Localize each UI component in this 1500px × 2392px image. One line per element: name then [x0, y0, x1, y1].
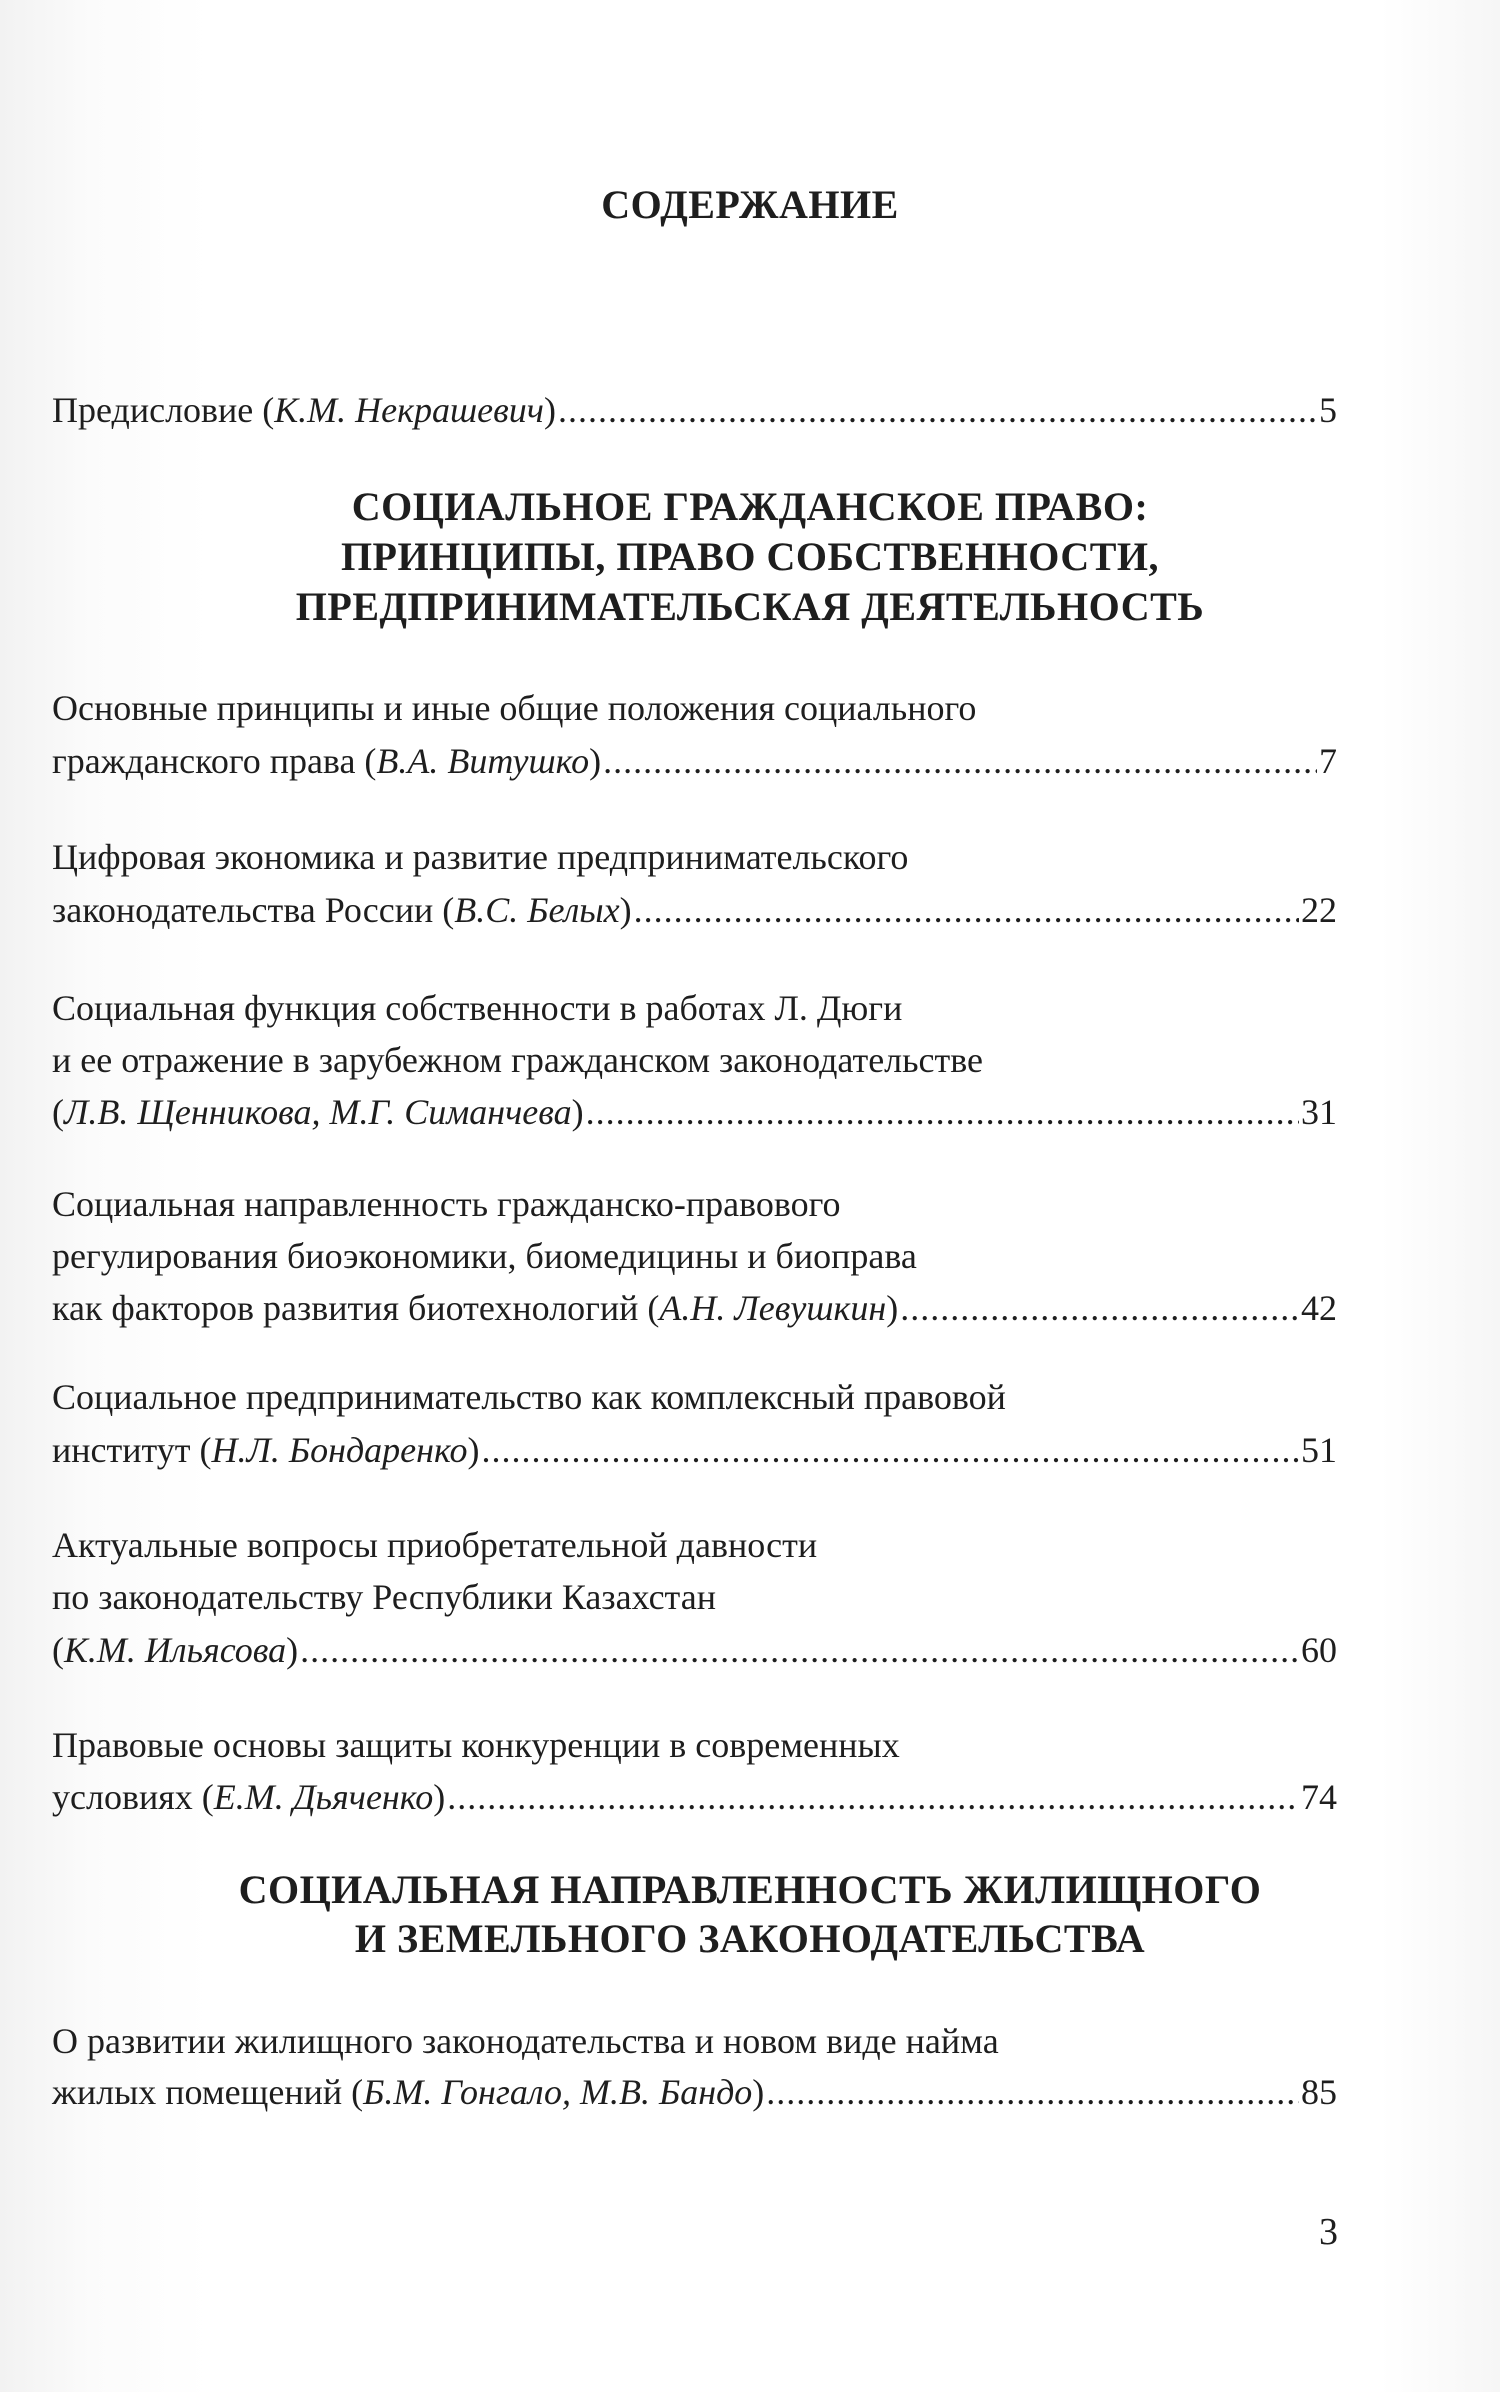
entry-author: А.Н. Левушкин: [659, 1288, 887, 1328]
entry-page: 85: [1301, 2072, 1337, 2112]
section-heading-line: ПРЕДПРИНИМАТЕЛЬСКАЯ ДЕЯТЕЛЬНОСТЬ: [295, 584, 1205, 629]
toc-entry-last-line: [52, 1626, 1337, 1674]
section-heading-line: СОЦИАЛЬНАЯ НАПРАВЛЕННОСТЬ ЖИЛИЩНОГО: [238, 1867, 1262, 1912]
entry-page: 60: [1301, 1630, 1337, 1670]
entry-text: законодательства России (: [52, 890, 455, 930]
entry-text: (: [52, 1630, 64, 1670]
entry-text: как факторов развития биотехнологий (: [52, 1288, 660, 1328]
entry-page: 42: [1301, 1288, 1337, 1328]
toc-entry-last-line: [52, 1773, 1337, 1821]
entry-line: и ее отражение в зарубежном гражданском законодательстве: [52, 1040, 984, 1080]
entry-text: условиях (: [52, 1777, 214, 1817]
toc-entry-last-line: [52, 1088, 1337, 1136]
entry-text: (: [52, 1092, 64, 1132]
leader-dots: [482, 1426, 1300, 1474]
entry-line: Социальное предпринимательство как комплексный правовой: [52, 1377, 1006, 1417]
leader-dots: [900, 1284, 1299, 1332]
section-heading-line: И ЗЕМЕЛЬНОГО ЗАКОНОДАТЕЛЬСТВА: [354, 1916, 1146, 1961]
entry-author: Л.В. Щенникова, М.Г. Симанчева: [64, 1092, 572, 1132]
leader-dots: [300, 1626, 1299, 1674]
entry-close: ): [752, 2072, 765, 2112]
entry-author: В.А. Витушко: [376, 741, 590, 781]
entry-page: 22: [1301, 890, 1337, 930]
section-heading-line: СОЦИАЛЬНОЕ ГРАЖДАНСКОЕ ПРАВО:: [351, 484, 1149, 529]
toc-entry-preface: [52, 386, 1337, 434]
entry-line: регулирования биоэкономики, биомедицины и биоправа: [52, 1236, 917, 1276]
entry-author: В.С. Белых: [454, 890, 620, 930]
entry-page: 74: [1301, 1777, 1337, 1817]
entry-author: Е.М. Дьяченко: [213, 1777, 434, 1817]
leader-dots: [586, 1088, 1299, 1136]
toc-entry-last-line: [52, 1426, 1337, 1474]
entry-line: Актуальные вопросы приобретательной давности: [52, 1525, 818, 1565]
entry-author: Н.Л. Бондаренко: [211, 1430, 468, 1470]
toc-entry-last-line: [52, 1284, 1337, 1332]
toc-entry-last-line: [52, 737, 1337, 785]
entry-author: К.М. Ильясова: [64, 1630, 287, 1670]
toc-title: СОДЕРЖАНИЕ: [601, 182, 899, 227]
entry-page: 7: [1319, 741, 1337, 781]
entry-close: ): [433, 1777, 446, 1817]
entry-text: жилых помещений (: [52, 2072, 364, 2112]
entry-close: ): [619, 890, 632, 930]
entry-close: ): [589, 741, 602, 781]
entry-text: Предисловие (: [52, 390, 275, 430]
page-number: 3: [1319, 2211, 1338, 2253]
entry-author: Б.М. Гонгало, М.В. Бандо: [363, 2072, 753, 2112]
entry-line: по законодательству Республики Казахстан: [52, 1577, 716, 1617]
section-heading-line: ПРИНЦИПЫ, ПРАВО СОБСТВЕННОСТИ,: [340, 534, 1160, 579]
leader-dots: [447, 1773, 1299, 1821]
leader-dots: [634, 886, 1299, 934]
entry-text: институт (: [52, 1430, 212, 1470]
leader-dots: [603, 737, 1317, 785]
entry-close: ): [571, 1092, 584, 1132]
entry-close: ): [467, 1430, 480, 1470]
entry-close: ): [286, 1630, 299, 1670]
entry-line: О развитии жилищного законодательства и новом виде найма: [52, 2021, 999, 2061]
entry-close: ): [886, 1288, 899, 1328]
entry-page: 31: [1301, 1092, 1337, 1132]
entry-text: гражданского права (: [52, 741, 377, 781]
toc-entry-last-line: [52, 886, 1337, 934]
entry-line: Правовые основы защиты конкуренции в современных: [52, 1725, 900, 1765]
entry-page: 5: [1319, 390, 1337, 430]
entry-line: Цифровая экономика и развитие предпринимательского: [52, 837, 909, 877]
leader-dots: [766, 2068, 1299, 2116]
toc-entry-last-line: [52, 2068, 1337, 2116]
entry-page: 51: [1301, 1430, 1337, 1470]
entry-line: Основные принципы и иные общие положения социального: [52, 688, 977, 728]
entry-line: Социальная функция собственности в работах Л. Дюги: [52, 988, 903, 1028]
entry-line: Социальная направленность гражданско-правового: [52, 1184, 841, 1224]
entry-author: К.М. Некрашевич: [274, 390, 544, 430]
entry-close: ): [543, 390, 556, 430]
leader-dots: [558, 386, 1317, 434]
